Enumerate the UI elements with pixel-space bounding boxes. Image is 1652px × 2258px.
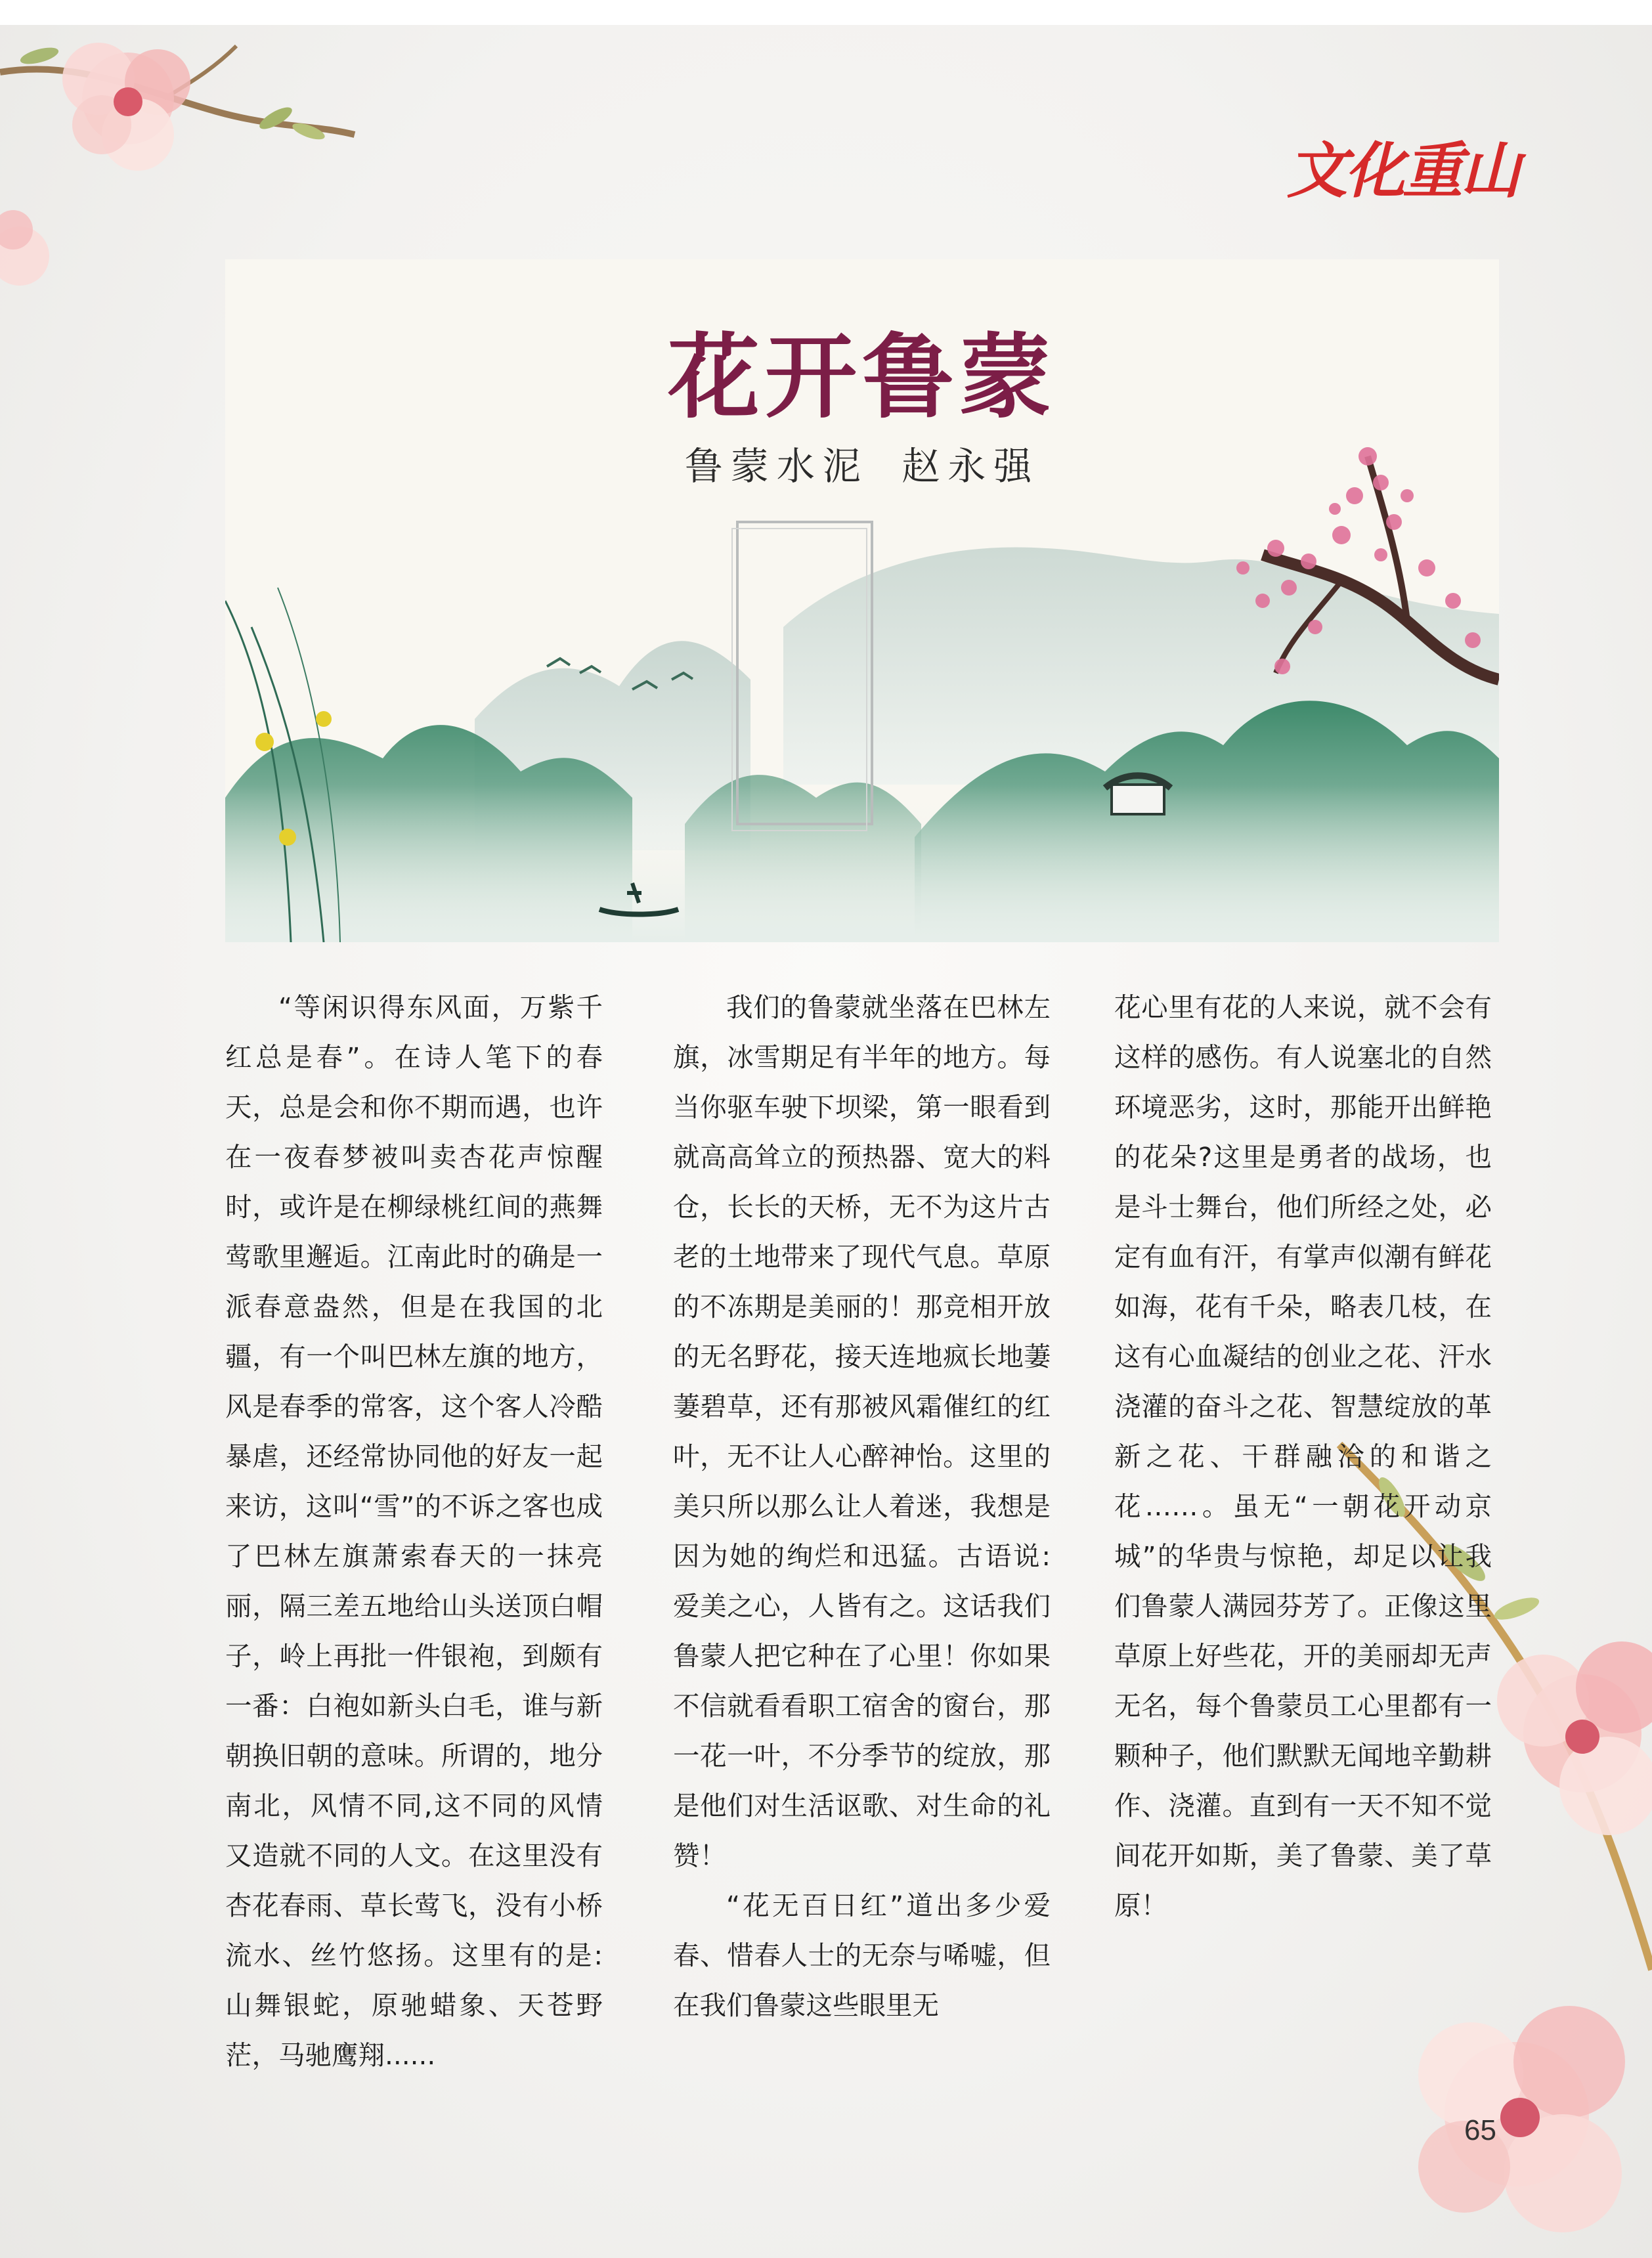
flower-1 [62,43,190,171]
title-banner [225,259,1499,942]
flower-3 [1497,1641,1652,1835]
magazine-logo: 文化重山 [1287,135,1519,206]
flower-2 [0,210,49,286]
paragraph: “等闲识得东风面，万紫千红总是春”。在诗人笔下的春天，总是会和你不期而遇，也许在一夜春梦被叫卖杏花声惊醒时，或许是在柳绿桃红间的燕舞莺歌里邂逅。江南此时的确是一派春意盎然，但是在我国的北疆，有一个叫巴林左旗的地方，风是春季的常客，这个客人冷酷暴虐，还经常协同他的好友一起来访，这叫“雪”的不诉之客也成了巴林左旗萧索春天的一抹亮丽，隔三差五地给山头送顶白帽子，岭上再批一件银袍，到颇有一番：白袍如新头白毛，谁与新朝换旧朝的意味。所谓的，地分南北，风情不同,这不同的风情又造就不同的人文。在这里没有杏花春雨、草长莺飞，没有小桥流水、丝竹悠扬。这里有的是:山舞银蛇，原驰蜡象、天苍野茫，马驰鹰翔...... [225,991,603,2071]
flower-4 [1418,2006,1625,2232]
paragraph: 我们的鲁蒙就坐落在巴林左旗，冰雪期足有半年的地方。每当你驱车驶下坝梁，第一眼看到就高高耸立的预热器、宽大的料仓，长长的天桥，无不为这片古老的土地带来了现代气息。草原的不冻期是美丽的！那竞相开放的无名野花，接天连地疯长地萋萋碧草，还有那被风霜催红的红叶，无不让人心醉神怡。这里的美只所以那么让人着迷，我想是因为她的绚烂和迅猛。古语说:爱美之心，人皆有之。这话我们鲁蒙人把它种在了心里！你如果不信就看看职工宿舍的窗台，那一花一叶，不分季节的绽放，那是他们对生活讴歌、对生命的礼赞！ [673,991,1051,1871]
top-left-blossom-illustration [0,20,368,295]
text-column-2 [673,982,1051,2030]
article-byline: 鲁蒙水泥 赵永强 [684,444,1040,489]
text-column-1 [225,982,603,2080]
page-number: 65 [1464,2114,1496,2146]
text-column-3 [1114,982,1492,1930]
paragraph: 花心里有花的人来说，就不会有这样的感伤。有人说塞北的自然环境恶劣，这时，那能开出鲜艳的花朵?这里是勇者的战场，也是斗士舞台，他们所经之处，必定有血有汗，有掌声似潮有鲜花如海，花有千朵，略表几枝，在这有心血凝结的创业之花、汗水浇灌的奋斗之花、智慧绽放的革新之花、干群融洽的和谐之花……。虽无“一朝花开动京城”的华贵与惊艳，却足以让我们鲁蒙人满园芬芳了。正像这里草原上好些花，开的美丽却无声无名，每个鲁蒙员工心里都有一颗种子，他们默默无闻地辛勤耕作、浇灌。直到有一天不知不觉间花开如斯，美了鲁蒙、美了草原！ [1114,991,1492,1921]
article-title: 花开鲁蒙 [667,324,1056,431]
paragraph: “花无百日红”道出多少爱春、惜春人士的无奈与唏嘘，但在我们鲁蒙这些眼里无 [673,1890,1051,2021]
